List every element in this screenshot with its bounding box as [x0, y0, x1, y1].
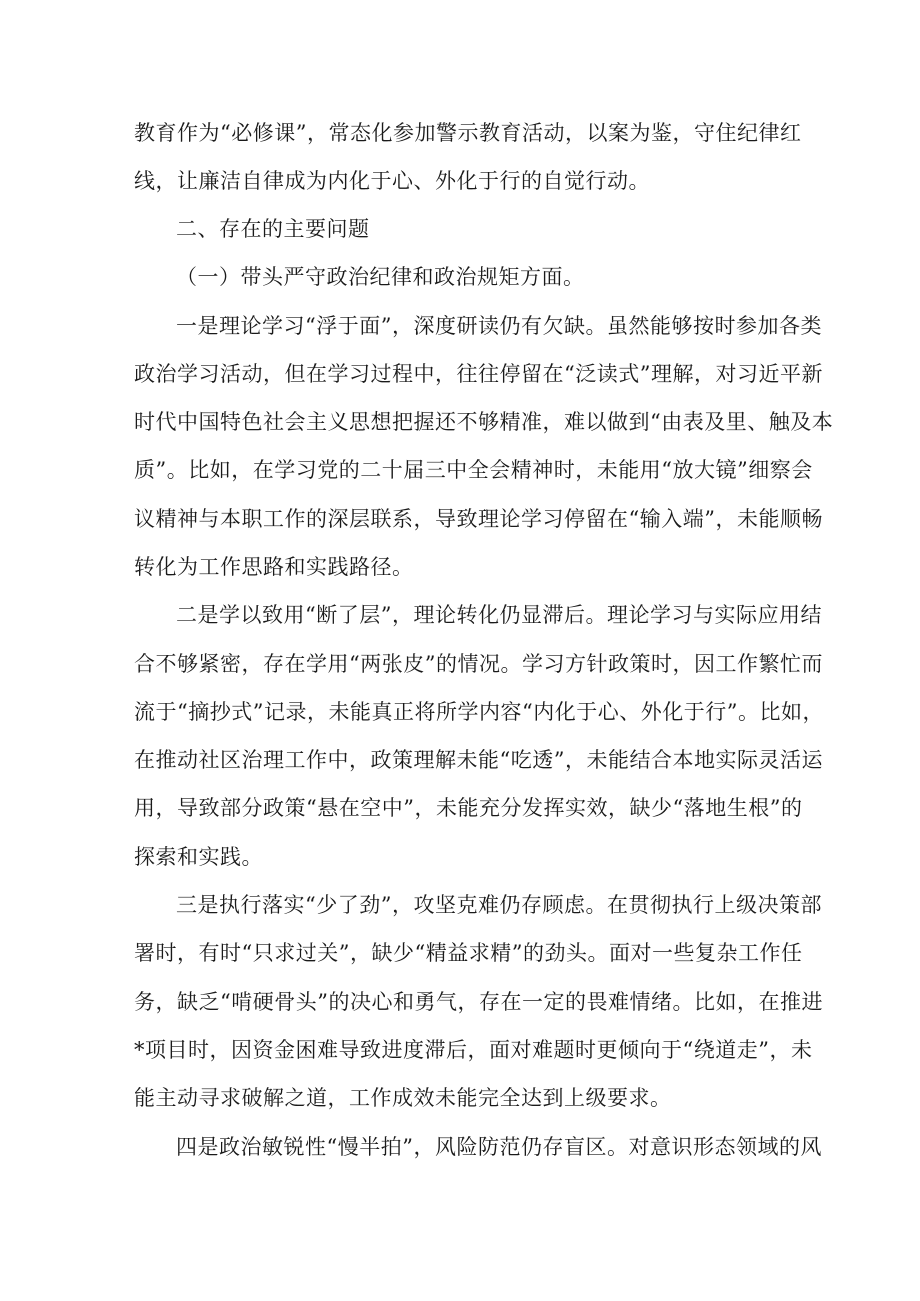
text-line-7: 时代中国特色社会主义思想把握还不够精准，难以做到“由表及里、触及本	[134, 410, 834, 434]
text-line-6: 政治学习活动，但在学习过程中，往往停留在“泛读式”理解，对习近平新	[134, 362, 823, 386]
text-line-11: 二是学以致用“断了层”，理论转化仍显滞后。理论学习与实际应用结	[176, 603, 822, 627]
text-line-9: 议精神与本职工作的深层联系，导致理论学习停留在“输入端”，未能顺畅	[134, 507, 823, 531]
text-line-17: 三是执行落实“少了劲”，攻坚克难仍存顾虑。在贯彻执行上级决策部	[176, 893, 822, 917]
text-line-15: 用，导致部分政策“悬在空中”，未能充分发挥实效，缺少“落地生根”的	[134, 796, 803, 820]
section-heading: 二、存在的主要问题	[176, 217, 370, 241]
text-line-18: 署时，有时“只求过关”，缺少“精益求精”的劲头。面对一些复杂工作任	[134, 941, 803, 965]
text-line-19: 务，缺乏“啃硬骨头”的决心和勇气，存在一定的畏难情绪。比如，在推进	[134, 990, 823, 1014]
text-line-16: 探索和实践。	[134, 845, 263, 869]
text-line-14: 在推动社区治理工作中，政策理解未能“吃透”，未能结合本地实际灵活运	[134, 748, 823, 772]
text-line-20: *项目时，因资金困难导致进度滞后，面对难题时更倾向于“绕道走”，未	[134, 1038, 813, 1062]
text-line-5: 一是理论学习“浮于面”，深度研读仍有欠缺。虽然能够按时参加各类	[176, 314, 822, 338]
text-line-12: 合不够紧密，存在学用“两张皮”的情况。学习方针政策时，因工作繁忙而	[134, 652, 823, 676]
text-line-13: 流于“摘抄式”记录，未能真正将所学内容“内化于心、外化于行”。比如，	[134, 700, 824, 724]
text-line-2: 线，让廉洁自律成为内化于心、外化于行的自觉行动。	[134, 169, 650, 193]
text-line-21: 能主动寻求破解之道，工作成效未能完全达到上级要求。	[134, 1086, 672, 1110]
text-line-10: 转化为工作思路和实践路径。	[134, 555, 414, 579]
text-line-1: 教育作为“必修课”，常态化参加警示教育活动，以案为鉴，守住纪律红	[134, 121, 802, 145]
text-line-22: 四是政治敏锐性“慢半拍”，风险防范仍存盲区。对意识形态领域的风	[176, 1135, 822, 1159]
subsection-heading: （一）带头严守政治纪律和政治规矩方面。	[176, 265, 585, 289]
text-line-8: 质”。比如，在学习党的二十届三中全会精神时，未能用“放大镜”细察会	[134, 458, 813, 482]
